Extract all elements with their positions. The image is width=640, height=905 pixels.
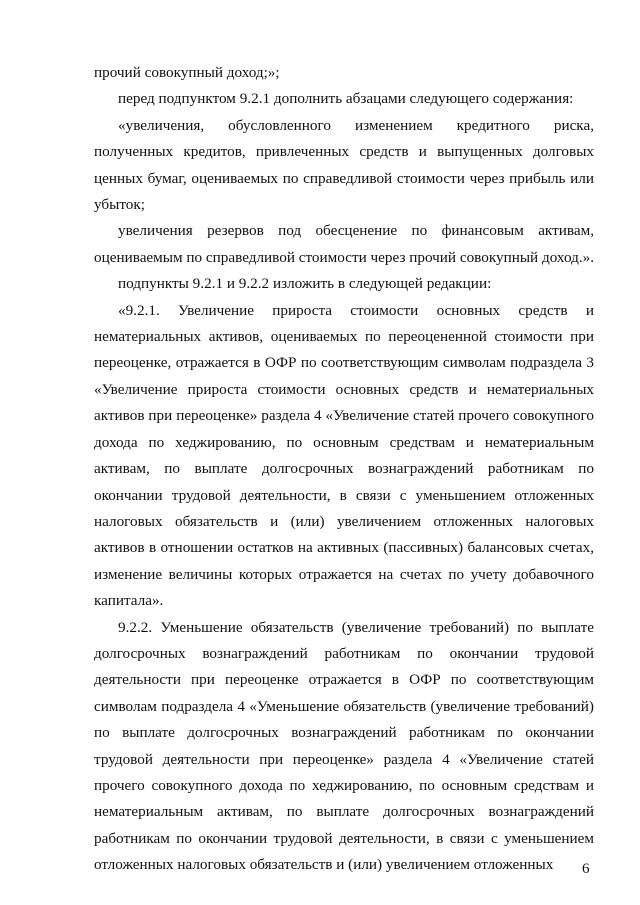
paragraph-impairment-reserves: увеличения резервов под обесценение по финансовым активам, оцениваемым по справедливой стоимости через прочий совокупный доход.».	[94, 222, 595, 266]
paragraph-instruction-insert: перед подпунктом 9.2.1 дополнить абзацами следующего содержания:	[118, 90, 574, 108]
paragraph-continuation: прочий совокупный доход;»;	[94, 64, 280, 81]
paragraph-instruction-restate: подпункты 9.2.1 и 9.2.2 изложить в следующей редакции:	[118, 275, 492, 293]
paragraph-9-2-1: «9.2.1. Увеличение прироста стоимости основных средств и нематериальных активов, оцениваемых по переоцененной стоимости при переоценке, отражается в ОФР по соответствующим символам подраздела 3 «Увеличение прироста стоимости основных средств и нематериальных активов при переоценке» раздела 4 «Увеличение статей прочего совокупного дохода по хеджированию, по основным средствам и нематериальным активам, по выплате долгосрочных вознаграждений работникам по окончании трудовой деятельности, в связи с уменьшением отложенных налоговых обязательств и (или) увеличением отложенных налоговых активов в отношении остатков на активных (пассивных) балансовых счетах, изменение величины которых отражается на счетах по учету добавочного капитала».	[94, 301, 594, 610]
document-body	[94, 60, 594, 879]
paragraph-9-2-2: 9.2.2. Уменьшение обязательств (увеличение требований) по выплате долгосрочных вознаграждений работникам по окончании трудовой деятельности при переоценке отражается в ОФР по соответствующим символам подраздела 4 «Уменьшение обязательств (увеличение требований) по выплате долгосрочных вознаграждений работникам по окончании трудовой деятельности при переоценке» раздела 4 «Увеличение статей прочего совокупного дохода по хеджированию, по основным средствам и нематериальным активам, по выплате долгосрочных вознаграждений работникам по окончании трудовой деятельности, в связи с уменьшением отложенных налоговых обязательств и (или) увеличением отложенных	[94, 618, 594, 874]
page-number: 6	[582, 861, 590, 877]
paragraph-credit-risk: «увеличения, обусловленного изменением кредитного риска, полученных кредитов, привлеченных средств и выпущенных долговых ценных бумаг, оцениваемых по справедливой стоимости через прибыль или убыток;	[94, 116, 594, 214]
